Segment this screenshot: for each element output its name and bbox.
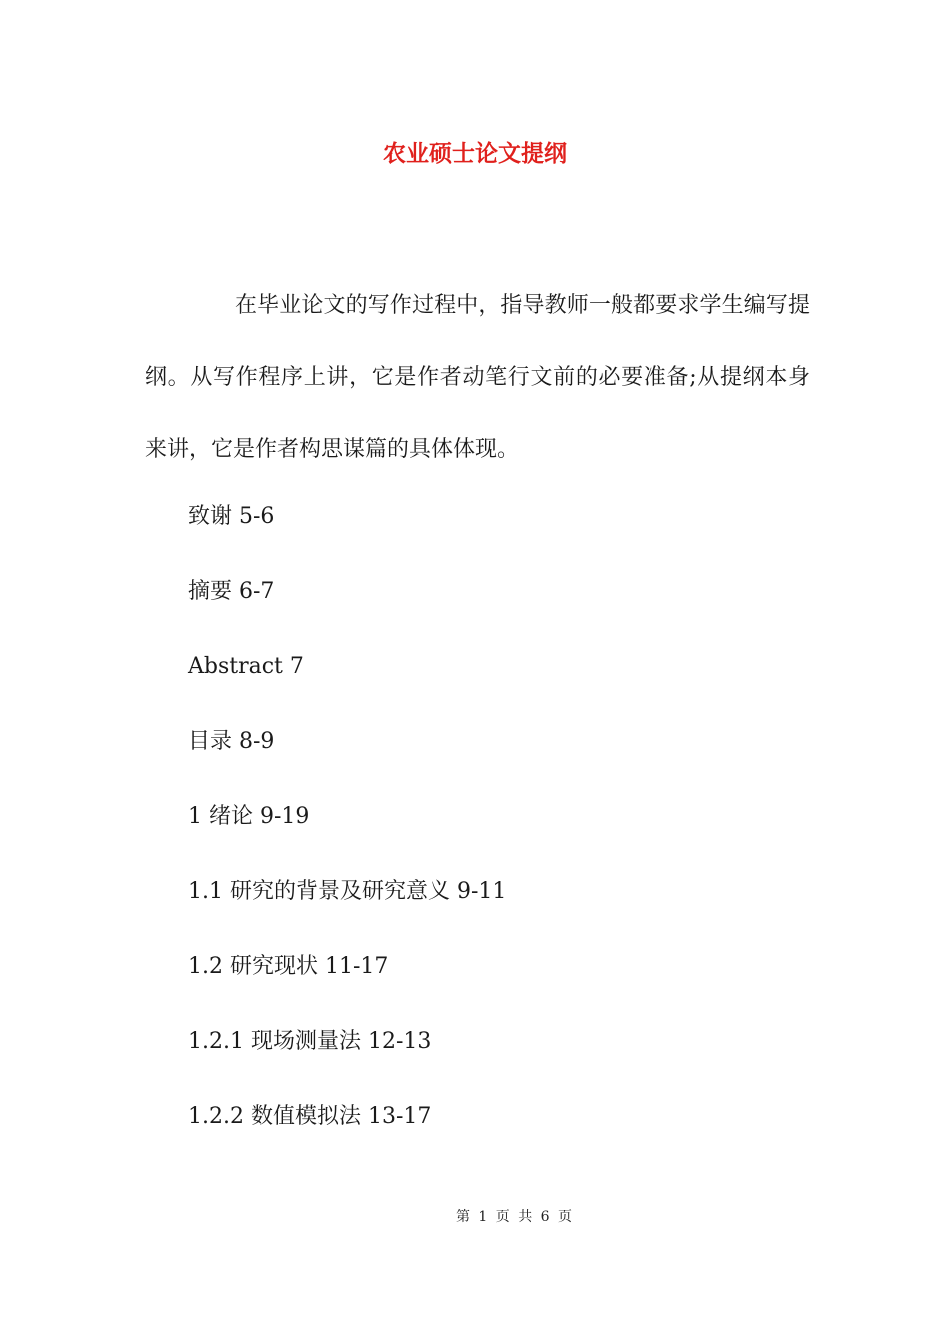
- toc-item: 目录 8-9: [188, 729, 275, 754]
- toc-item: Abstract 7: [188, 654, 304, 679]
- toc-item: 1.2.1 现场测量法 12-13: [188, 1029, 432, 1054]
- table-of-contents: [188, 495, 506, 1170]
- intro-paragraph: 在毕业论文的写作过程中，指导教师一般都要求学生编写提纲。从写作程序上讲，它是作者动笔行文前的必要准备;从提纲本身来讲，它是作者构思谋篇的具体体现。: [145, 293, 810, 462]
- toc-item: 1.2 研究现状 11-17: [188, 954, 389, 979]
- toc-item: 1.1 研究的背景及研究意义 9-11: [188, 879, 507, 904]
- toc-item: 致谢 5-6: [188, 504, 275, 529]
- toc-item: 摘要 6-7: [188, 579, 275, 604]
- document-title: 农业硕士论文提纲: [383, 141, 567, 167]
- toc-item: 1 绪论 9-19: [188, 804, 310, 829]
- toc-item: 1.2.2 数值模拟法 13-17: [188, 1104, 432, 1129]
- page-footer: 第 1 页 共 6 页: [455, 1209, 575, 1225]
